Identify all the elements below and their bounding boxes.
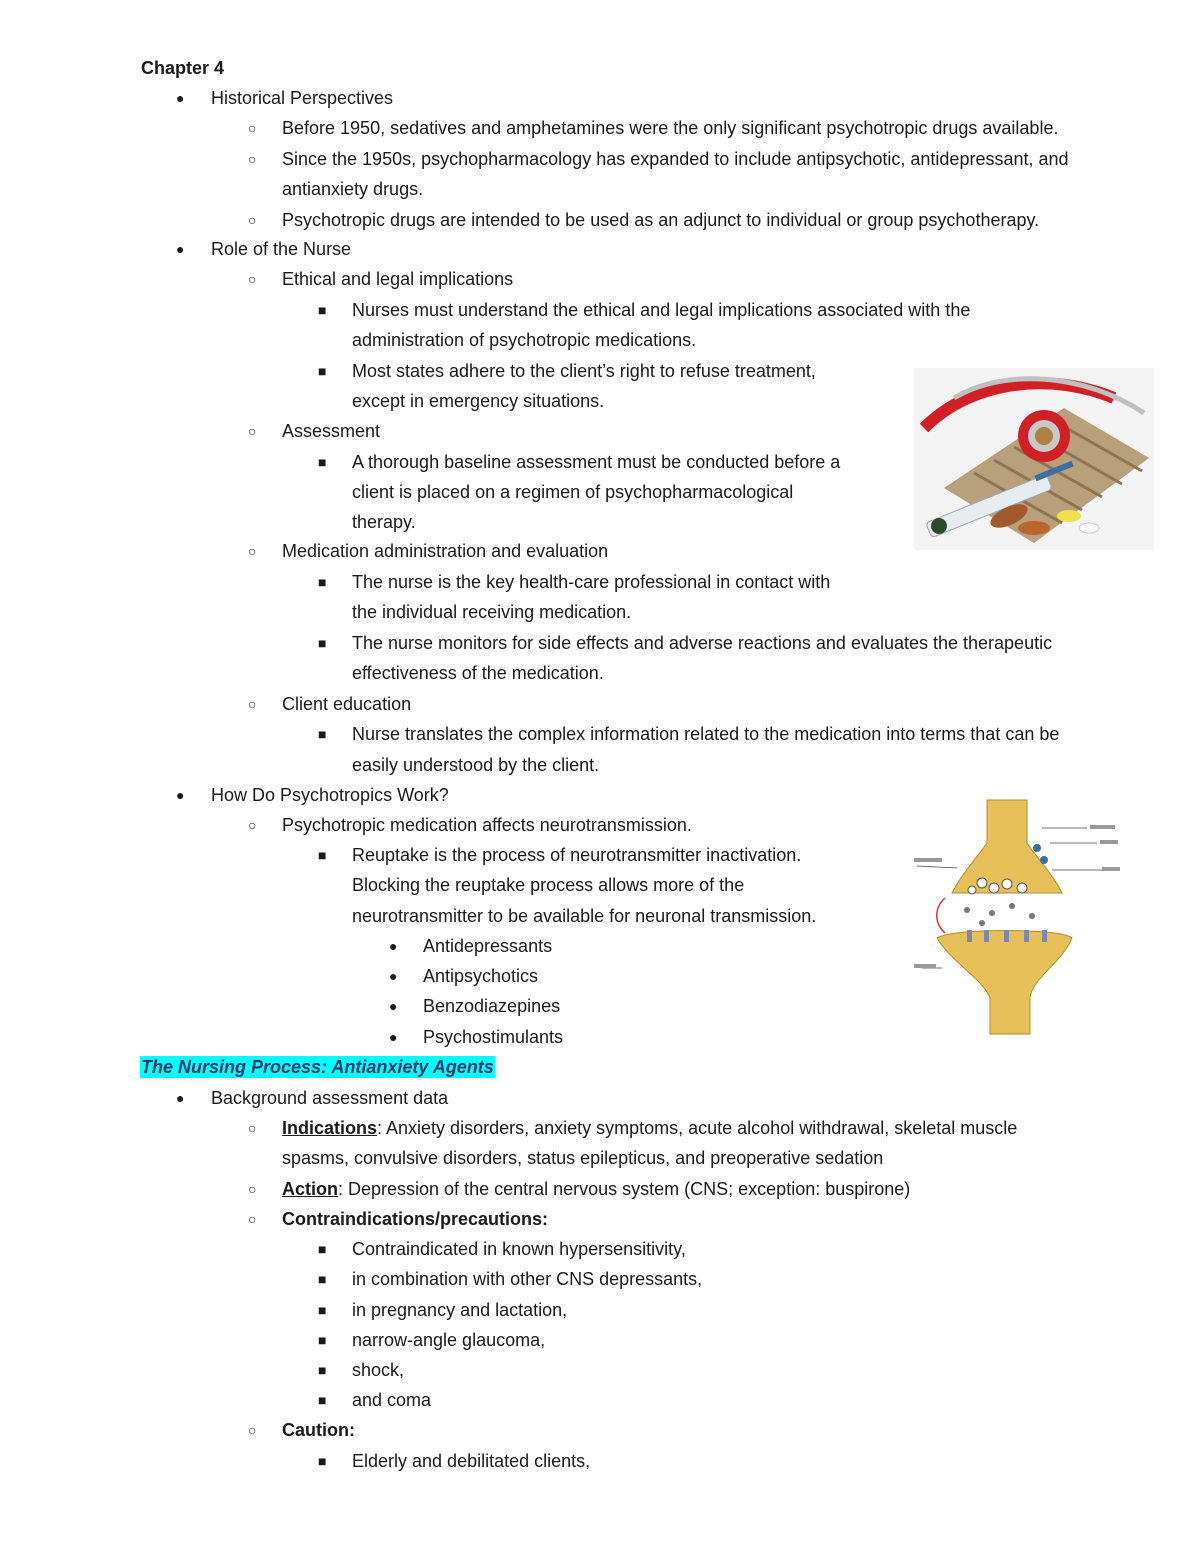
text-line: Blocking the reuptake process allows more of the bbox=[352, 875, 745, 895]
heading-psychotropics: How Do Psychotropics Work? bbox=[211, 785, 449, 805]
text-line: Most states adhere to the client’s right to refuse treatment, bbox=[352, 361, 816, 381]
text-line: the individual receiving medication. bbox=[352, 602, 632, 622]
bullet-circle: ○ bbox=[248, 696, 257, 712]
text-line: easily understood by the client. bbox=[352, 755, 600, 775]
bullet-square: ■ bbox=[318, 1302, 327, 1318]
action-line bbox=[282, 1179, 910, 1199]
bullet-square: ■ bbox=[318, 635, 327, 651]
heading-historical: Historical Perspectives bbox=[211, 88, 394, 108]
text-line: The nurse is the key health-care professional in contact with bbox=[352, 572, 831, 592]
contraindication-item: Contraindicated in known hypersensitivity, bbox=[352, 1239, 686, 1259]
bullet-circle: ○ bbox=[248, 1211, 257, 1227]
indications-line bbox=[282, 1118, 1017, 1138]
section-title-highlighted: The Nursing Process: Antianxiety Agents bbox=[141, 1057, 494, 1077]
contraindication-item: in combination with other CNS depressants, bbox=[352, 1269, 703, 1289]
text-line: Before 1950, sedatives and amphetamines were the only significant psychotropic drugs available. bbox=[282, 118, 1059, 138]
bullet-square: ■ bbox=[318, 363, 327, 379]
bullet-circle: ○ bbox=[248, 271, 257, 287]
drug-class-item: Antipsychotics bbox=[423, 966, 539, 986]
bullet-circle: ○ bbox=[248, 543, 257, 559]
bullet-circle: ○ bbox=[248, 151, 257, 167]
text-line: therapy. bbox=[352, 512, 416, 532]
text-line: Nurses must understand the ethical and legal implications associated with the bbox=[352, 300, 971, 320]
indications-text: : Anxiety disorders, anxiety symptoms, acute alcohol withdrawal, skeletal muscle bbox=[377, 1118, 1018, 1138]
bullet-circle: ○ bbox=[248, 212, 257, 228]
caution-label: Caution: bbox=[282, 1420, 355, 1440]
bullet-square: ■ bbox=[318, 847, 327, 863]
text-line: Psychotropic drugs are intended to be used as an adjunct to individual or group psychotherapy. bbox=[282, 210, 1040, 230]
text-line: except in emergency situations. bbox=[352, 391, 605, 411]
bullet-disc: ● bbox=[389, 968, 398, 984]
bullet-disc: ● bbox=[176, 787, 185, 803]
bullet-circle: ○ bbox=[248, 817, 257, 833]
bullet-square: ■ bbox=[318, 1362, 327, 1378]
text-line: Since the 1950s, psychopharmacology has expanded to include antipsychotic, antidepressant, and bbox=[282, 149, 1069, 169]
bullet-square: ■ bbox=[318, 1332, 327, 1348]
text-line: Medication administration and evaluation bbox=[282, 541, 609, 561]
text-line: client is placed on a regimen of psychopharmacological bbox=[352, 482, 794, 502]
text-line: effectiveness of the medication. bbox=[352, 663, 604, 683]
text-line: A thorough baseline assessment must be conducted before a bbox=[352, 452, 841, 472]
text-line: The nurse monitors for side effects and adverse reactions and evaluates the therapeutic bbox=[352, 633, 1053, 653]
bullet-square: ■ bbox=[318, 1453, 327, 1469]
indications-label: Indications bbox=[282, 1118, 378, 1138]
text-line: spasms, convulsive disorders, status epilepticus, and preoperative sedation bbox=[282, 1148, 884, 1168]
contraindications-label: Contraindications/precautions: bbox=[282, 1209, 549, 1229]
bullet-disc: ● bbox=[176, 1090, 185, 1106]
drug-class-item: Antidepressants bbox=[423, 936, 553, 956]
action-label: Action bbox=[282, 1179, 338, 1199]
bullet-circle: ○ bbox=[248, 1120, 257, 1136]
bullet-square: ■ bbox=[318, 1392, 327, 1408]
drug-class-item: Benzodiazepines bbox=[423, 996, 561, 1016]
text-line: Client education bbox=[282, 694, 412, 714]
bullet-square: ■ bbox=[318, 1271, 327, 1287]
bullet-square: ■ bbox=[318, 726, 327, 742]
bullet-circle: ○ bbox=[248, 1422, 257, 1438]
text-line: antianxiety drugs. bbox=[282, 179, 424, 199]
bullet-square: ■ bbox=[318, 574, 327, 590]
text-line: administration of psychotropic medications. bbox=[352, 330, 697, 350]
bullet-disc: ● bbox=[389, 938, 398, 954]
synapse-diagram bbox=[912, 798, 1122, 1036]
text-line: Reuptake is the process of neurotransmitter inactivation. bbox=[352, 845, 802, 865]
heading-background: Background assessment data bbox=[211, 1088, 449, 1108]
contraindication-item: and coma bbox=[352, 1390, 432, 1410]
text-line: Assessment bbox=[282, 421, 381, 441]
bullet-square: ■ bbox=[318, 302, 327, 318]
contraindication-item: shock, bbox=[352, 1360, 405, 1380]
heading-role: Role of the Nurse bbox=[211, 239, 352, 259]
bullet-square: ■ bbox=[318, 1241, 327, 1257]
bullet-disc: ● bbox=[389, 998, 398, 1014]
bullet-disc: ● bbox=[176, 90, 185, 106]
action-text: : Depression of the central nervous system (CNS; exception: buspirone) bbox=[338, 1179, 911, 1199]
bullet-disc: ● bbox=[389, 1029, 398, 1045]
contraindication-item: in pregnancy and lactation, bbox=[352, 1300, 568, 1320]
bullet-circle: ○ bbox=[248, 120, 257, 136]
text-line: neurotransmitter to be available for neuronal transmission. bbox=[352, 906, 817, 926]
bullet-disc: ● bbox=[176, 241, 185, 257]
text-line: Nurse translates the complex information related to the medication into terms that can be bbox=[352, 724, 1060, 744]
text-line: Ethical and legal implications bbox=[282, 269, 514, 289]
chapter-title: Chapter 4 bbox=[141, 58, 225, 78]
bullet-square: ■ bbox=[318, 454, 327, 470]
text-line: Psychotropic medication affects neurotransmission. bbox=[282, 815, 692, 835]
medical-supplies-photo bbox=[914, 368, 1154, 550]
drug-class-item: Psychostimulants bbox=[423, 1027, 564, 1047]
bullet-circle: ○ bbox=[248, 423, 257, 439]
bullet-circle: ○ bbox=[248, 1181, 257, 1197]
contraindication-item: narrow-angle glaucoma, bbox=[352, 1330, 546, 1350]
caution-item: Elderly and debilitated clients, bbox=[352, 1451, 591, 1471]
